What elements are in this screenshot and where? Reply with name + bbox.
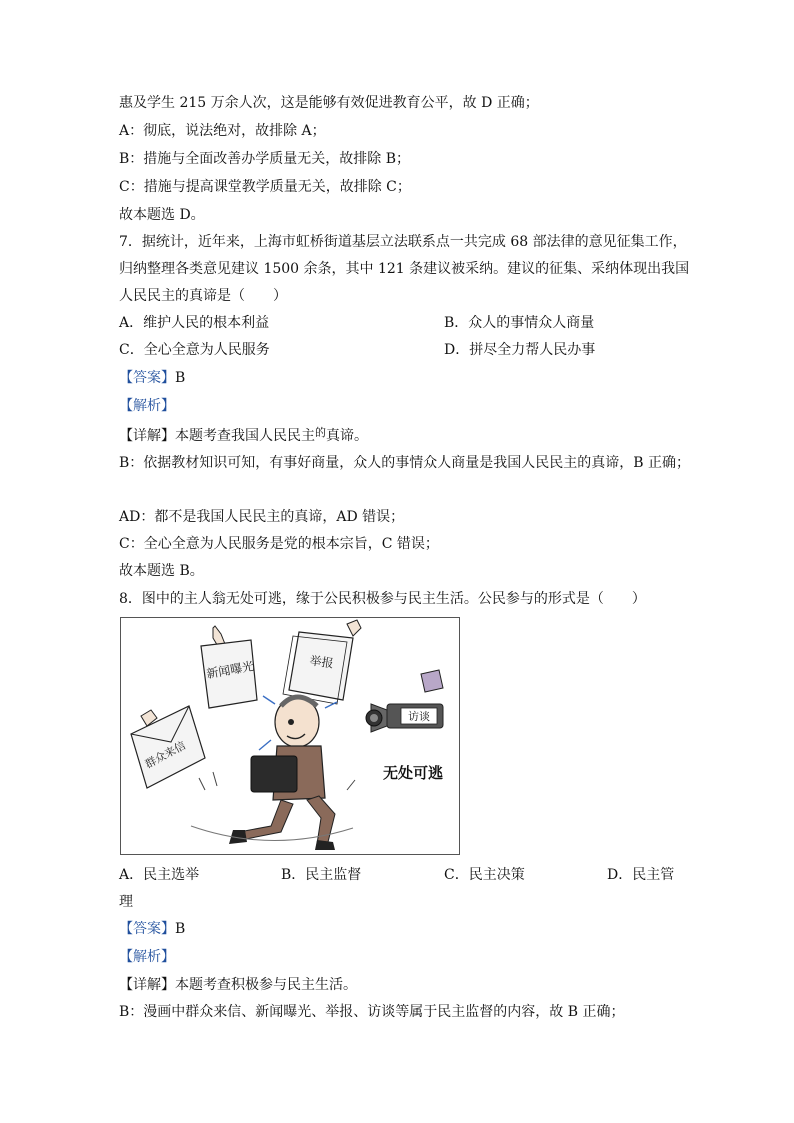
news-exposure-label: 新闻曝光 [205,658,256,682]
option-a: A．维护人民的根本利益 [119,315,270,331]
answer-line [119,368,185,388]
explanation-line: C：全心全意为人民服务是党的根本宗旨，C 错误； [119,536,439,552]
option-c: C．全心全意为人民服务 [119,342,270,358]
text-line: A：彻底，说法绝对，故排除 A； [119,123,326,139]
option-d: D．民主管 [607,867,675,883]
detail-line [119,426,368,447]
explanation-line: B：漫画中群众来信、新闻曝光、举报、访谈等属于民主监督的内容，故 B 正确； [119,1004,625,1020]
answer-tag: 【答案】 [119,370,175,386]
letters-envelope [131,706,205,788]
detail-text: 本题考查积极参与民主生活。 [175,977,357,993]
camera [366,670,443,732]
detail-tag: 【详解】 [119,977,175,993]
question-7-stem: 人民民主的真谛是（ ） [119,288,287,304]
text-line: C：措施与提高课堂教学质量无关，故排除 C； [119,179,411,195]
option-d: D．拼尽全力帮人民办事 [444,342,596,358]
option-b: B．民主监督 [281,867,362,883]
analysis-line [119,947,175,967]
analysis-tag: 【解析】 [119,949,175,965]
running-man [191,696,355,850]
explanation-line: 故本题选 B。 [119,563,204,579]
detail-line [119,975,357,995]
explanation-line: B：依据教材知识可知，有事好商量，众人的事情众人商量是我国人民民主的真谛，B 正确； [119,455,691,471]
report-label: 举报 [308,653,335,671]
question-7-stem: 归纳整理各类意见建议 1500 余条，其中 121 条建议被采纳。建议的征集、采纳体现出我国 [119,261,690,277]
detail-text: 本题考查我国人民民主 [175,428,315,444]
text-line: 惠及学生 215 万余人次，这是能够有效促进教育公平，故 D 正确； [119,95,539,111]
news-exposure-sheet [201,626,257,708]
option-c: C．民主决策 [444,867,525,883]
interview-label: 访谈 [408,710,430,723]
option-d-wrap: 理 [119,894,133,910]
answer-line [119,919,185,939]
explanation-line: AD：都不是我国人民民主的真谛，AD 错误； [119,509,405,525]
option-b: B．众人的事情众人商量 [444,315,595,331]
detail-text: 真谛。 [326,428,368,444]
answer-value: B [175,370,186,386]
analysis-line [119,396,175,416]
letters-label: 群众来信 [142,738,188,771]
answer-tag: 【答案】 [119,921,175,937]
cartoon-caption: 无处可逃 [383,764,444,782]
detail-tag: 【详解】 [119,428,175,444]
question-7-stem: 7．据统计，近年来，上海市虹桥街道基层立法联系点一共完成 68 部法律的意见征集工作， [119,234,687,250]
question-8-stem: 8．图中的主人翁无处可逃，缘于公民积极参与民主生活。公民参与的形式是（ ） [119,591,646,607]
detail-sup: 的 [315,426,326,439]
text-line: B：措施与全面改善办学质量无关，故排除 B； [119,151,411,167]
analysis-tag: 【解析】 [119,398,175,414]
answer-value: B [175,921,186,937]
report-sheet [283,620,361,704]
text-line: 故本题选 D。 [119,207,205,223]
option-a: A．民主选举 [119,867,200,883]
cartoon-image [120,617,460,855]
